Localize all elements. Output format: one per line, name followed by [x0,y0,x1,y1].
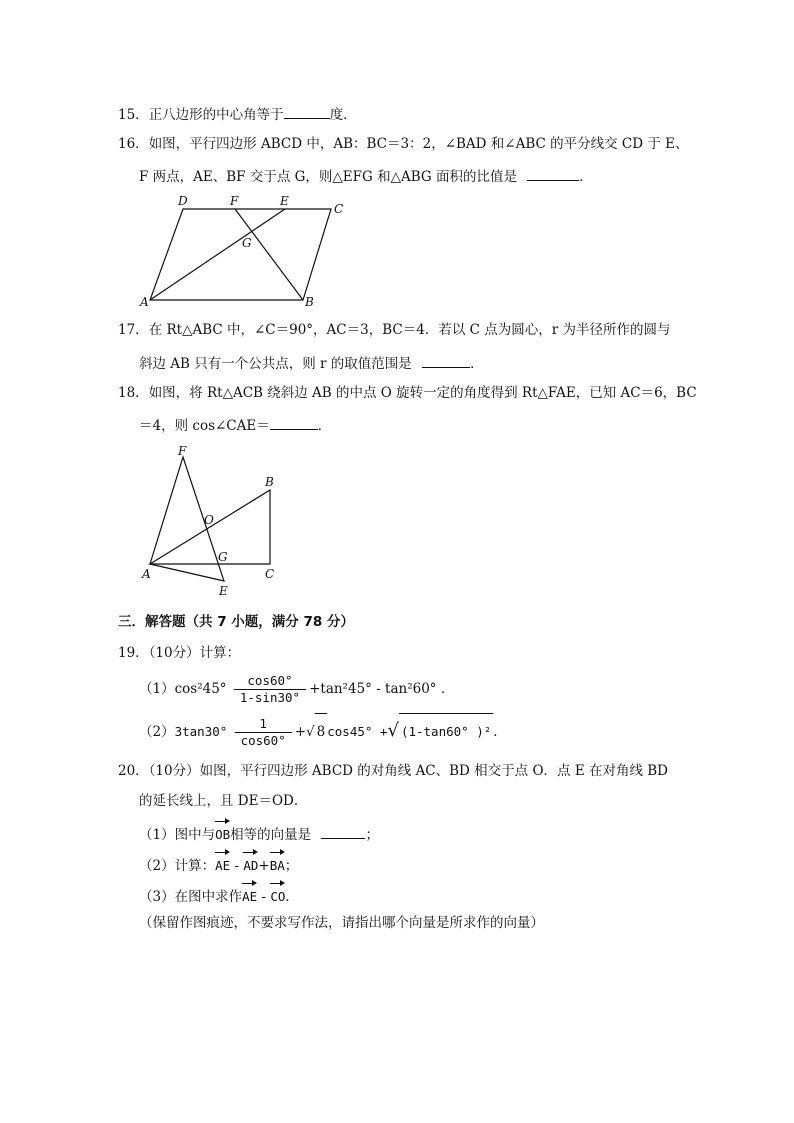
question-text: 正八边形的中心角等于 [148,107,284,123]
sqrt-icon: √ [306,724,315,740]
question-15 [118,104,357,124]
expression: cos²45° [174,681,227,697]
question-19-part1 [139,672,454,706]
question-17 [118,321,670,339]
expression: ． [493,724,507,740]
answer-blank[interactable] [422,353,470,368]
question-number: 15． [118,107,149,123]
label-c: C [265,567,275,581]
radicand: 8 [315,713,328,750]
expression: 3tan30° [174,724,228,739]
fraction-numerator: cos60° [234,673,306,690]
question-text: （10分）计算： [148,645,241,661]
vector-ob: OB [215,818,230,846]
question-text: ； [365,827,379,843]
answer-blank[interactable] [284,104,330,119]
label-g: G [242,236,252,250]
operator: + [258,858,270,874]
question-17-line2 [139,353,484,373]
label-f: F [178,444,187,458]
question-text: 在 Rt△ABC 中，∠C＝90°，AC＝3，BC＝4．若以 C 点为圆心，r 为半径所作的圆与 [148,322,671,338]
question-18 [118,384,697,402]
bisector-ae [150,209,285,300]
question-text: 如图，将 Rt△ACB 绕斜边 AB 的中点 O 旋转一定的角度得到 Rt△FAE，已知 AC＝6，BC [148,385,697,401]
answer-blank[interactable] [270,415,318,430]
part-label: （1） [139,681,175,697]
fraction-denominator: cos60° [240,733,286,748]
question-20-line2: 的延长线上，且 DE＝OD． [139,793,308,809]
label-b: B [305,295,314,309]
question-text: ． [579,169,593,185]
label-e: E [219,584,228,598]
question-20-part3 [139,880,299,908]
question-19-part2 [139,713,507,750]
sqrt-icon: √ [387,720,399,741]
fraction [235,716,292,749]
question-18-line2 [139,415,331,435]
label-o: O [204,513,214,527]
question-16-line2 [139,166,593,186]
answer-blank[interactable] [527,166,579,181]
question-text: ． [285,889,299,905]
label-c: C [334,202,344,216]
label-a: A [140,295,149,309]
radicand: (1-tan60° )² [399,713,493,750]
question-20-part1 [139,818,379,846]
question-20 [118,762,668,780]
question-number: 19． [118,645,149,661]
expression: +tan²45° - tan²60° ． [309,681,455,697]
operator: - [257,889,271,905]
bisector-bf [235,209,303,300]
question-text: ． [470,356,484,372]
part-label: （3）在图中求作 [139,889,243,905]
figure-rotated-triangles [138,442,288,602]
label-f: F [230,194,239,208]
fraction [234,673,306,706]
question-text: （10分）如图，平行四边形 ABCD 的对角线 AC、BD 相交于点 O．点 E 在对角线 BD [148,763,669,779]
question-number: 16． [118,136,149,152]
expression: cos45° + [327,724,388,739]
question-16 [118,135,689,153]
question-number: 18． [118,385,149,401]
label-d: D [178,194,188,208]
fraction-numerator: 1 [235,716,292,733]
part-label: （1）图中与 [139,827,216,843]
part-label: （2）计算： [139,858,216,874]
question-text: ． [317,418,332,434]
operator: - [230,858,244,874]
vector-ae: AE [242,880,257,908]
question-text: 度． [329,107,357,123]
label-e: E [280,194,289,208]
question-20-part2 [139,849,298,877]
figure-parallelogram-abcd [138,190,358,310]
question-text: ＝4，则 cos∠CAE＝ [139,418,270,434]
section-title: 三．解答题（共 7 小题，满分 78 分） [118,614,354,630]
part-label: （2） [139,724,175,740]
vector-ad: AD [243,849,258,877]
triangle-acb [150,490,270,564]
question-text: ； [284,858,299,874]
vector-ba: BA [270,849,285,877]
label-a: A [142,567,151,581]
vector-co: CO [270,880,285,908]
question-text: 如图，平行四边形 ABCD 中，AB：BC＝3：2，∠BAD 和∠ABC 的平分线交 CD 于 E、 [148,136,689,152]
expression: + [294,724,307,740]
question-number: 17． [118,322,149,338]
label-g: G [218,550,228,564]
fraction-denominator: 1-sin30° [239,690,301,705]
question-number: 20． [118,763,149,779]
label-b: B [265,475,274,489]
question-text: 斜边 AB 只有一个公共点，则 r 的取值范围是 [139,356,412,372]
question-text: F 两点，AE、BF 交于点 G，则△EFG 和△ABG 面积的比值是 [139,169,517,185]
question-20-note: （保留作图痕迹，不要求写作法，请指出哪个向量是所求作的向量） [139,915,544,931]
parallelogram [150,209,331,300]
vector-ae: AE [215,849,230,877]
answer-blank[interactable] [321,824,365,839]
question-text: 相等的向量是 [230,827,312,843]
question-19 [118,644,240,662]
